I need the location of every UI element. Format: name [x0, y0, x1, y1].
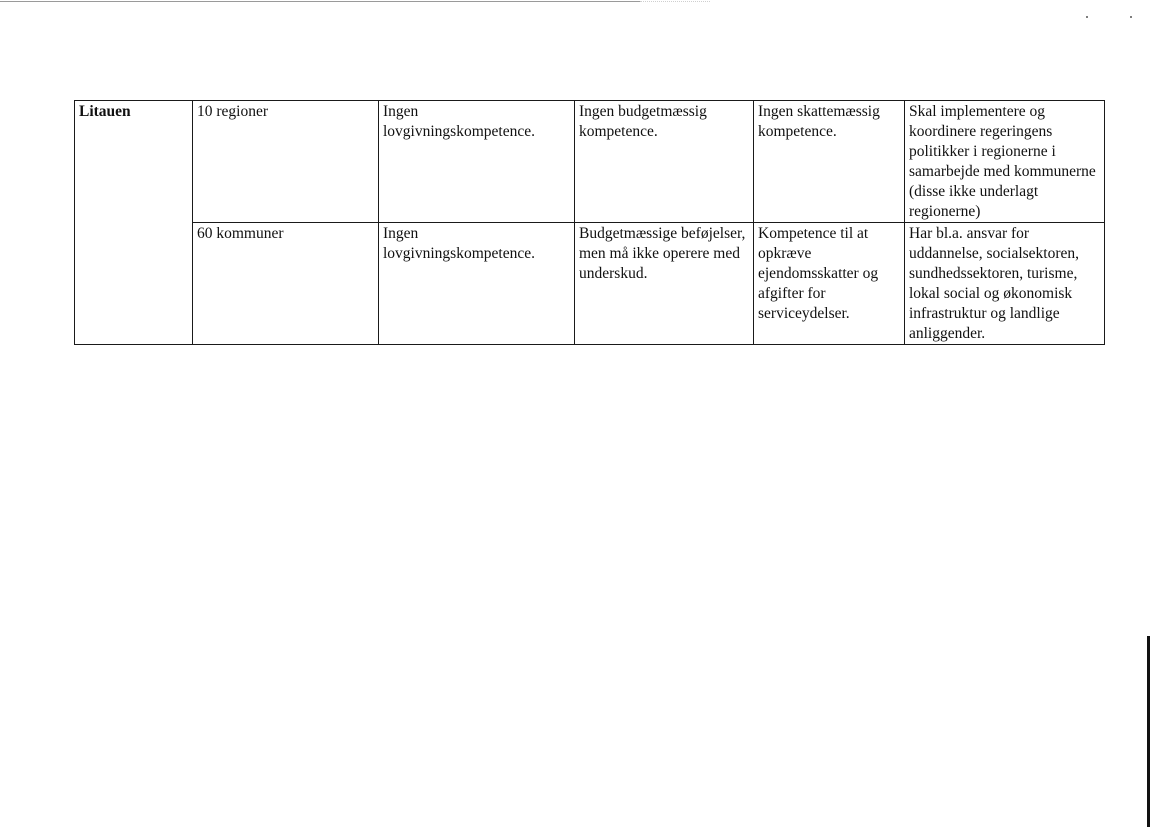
tasks-cell: Skal implementere og koordinere regeringens politikker i regionerne i samarbejde med kommunerne (disse ikke underlagt regionerne) — [905, 101, 1105, 223]
legislative-competence-cell: Ingen lovgivningskompetence. — [379, 101, 575, 223]
scan-edge-line — [0, 1, 640, 2]
scan-speck — [1086, 16, 1088, 18]
tax-competence-cell: Ingen skattemæssig kompetence. — [754, 101, 905, 223]
scan-speck — [1130, 16, 1132, 18]
level-cell: 10 regioner — [193, 101, 379, 223]
budget-competence-cell: Budgetmæssige beføjelser, men må ikke operere med underskud. — [575, 223, 754, 345]
table-row-regions — [75, 101, 1105, 223]
country-name-cell: Litauen — [75, 101, 193, 345]
country-competence-table — [74, 100, 1105, 345]
legislative-competence-cell: Ingen lovgivningskompetence. — [379, 223, 575, 345]
table-row-municipalities — [75, 223, 1105, 345]
tax-competence-cell: Kompetence til at opkræve ejendomsskatter og afgifter for serviceydelser. — [754, 223, 905, 345]
tasks-cell: Har bl.a. ansvar for uddannelse, socialsektoren, sundhedssektoren, turisme, lokal social og økonomisk infrastruktur og landlige anliggender. — [905, 223, 1105, 345]
level-cell: 60 kommuner — [193, 223, 379, 345]
budget-competence-cell: Ingen budgetmæssig kompetence. — [575, 101, 754, 223]
scan-edge-line-faint — [640, 1, 710, 2]
scan-edge-shadow — [1147, 636, 1150, 827]
